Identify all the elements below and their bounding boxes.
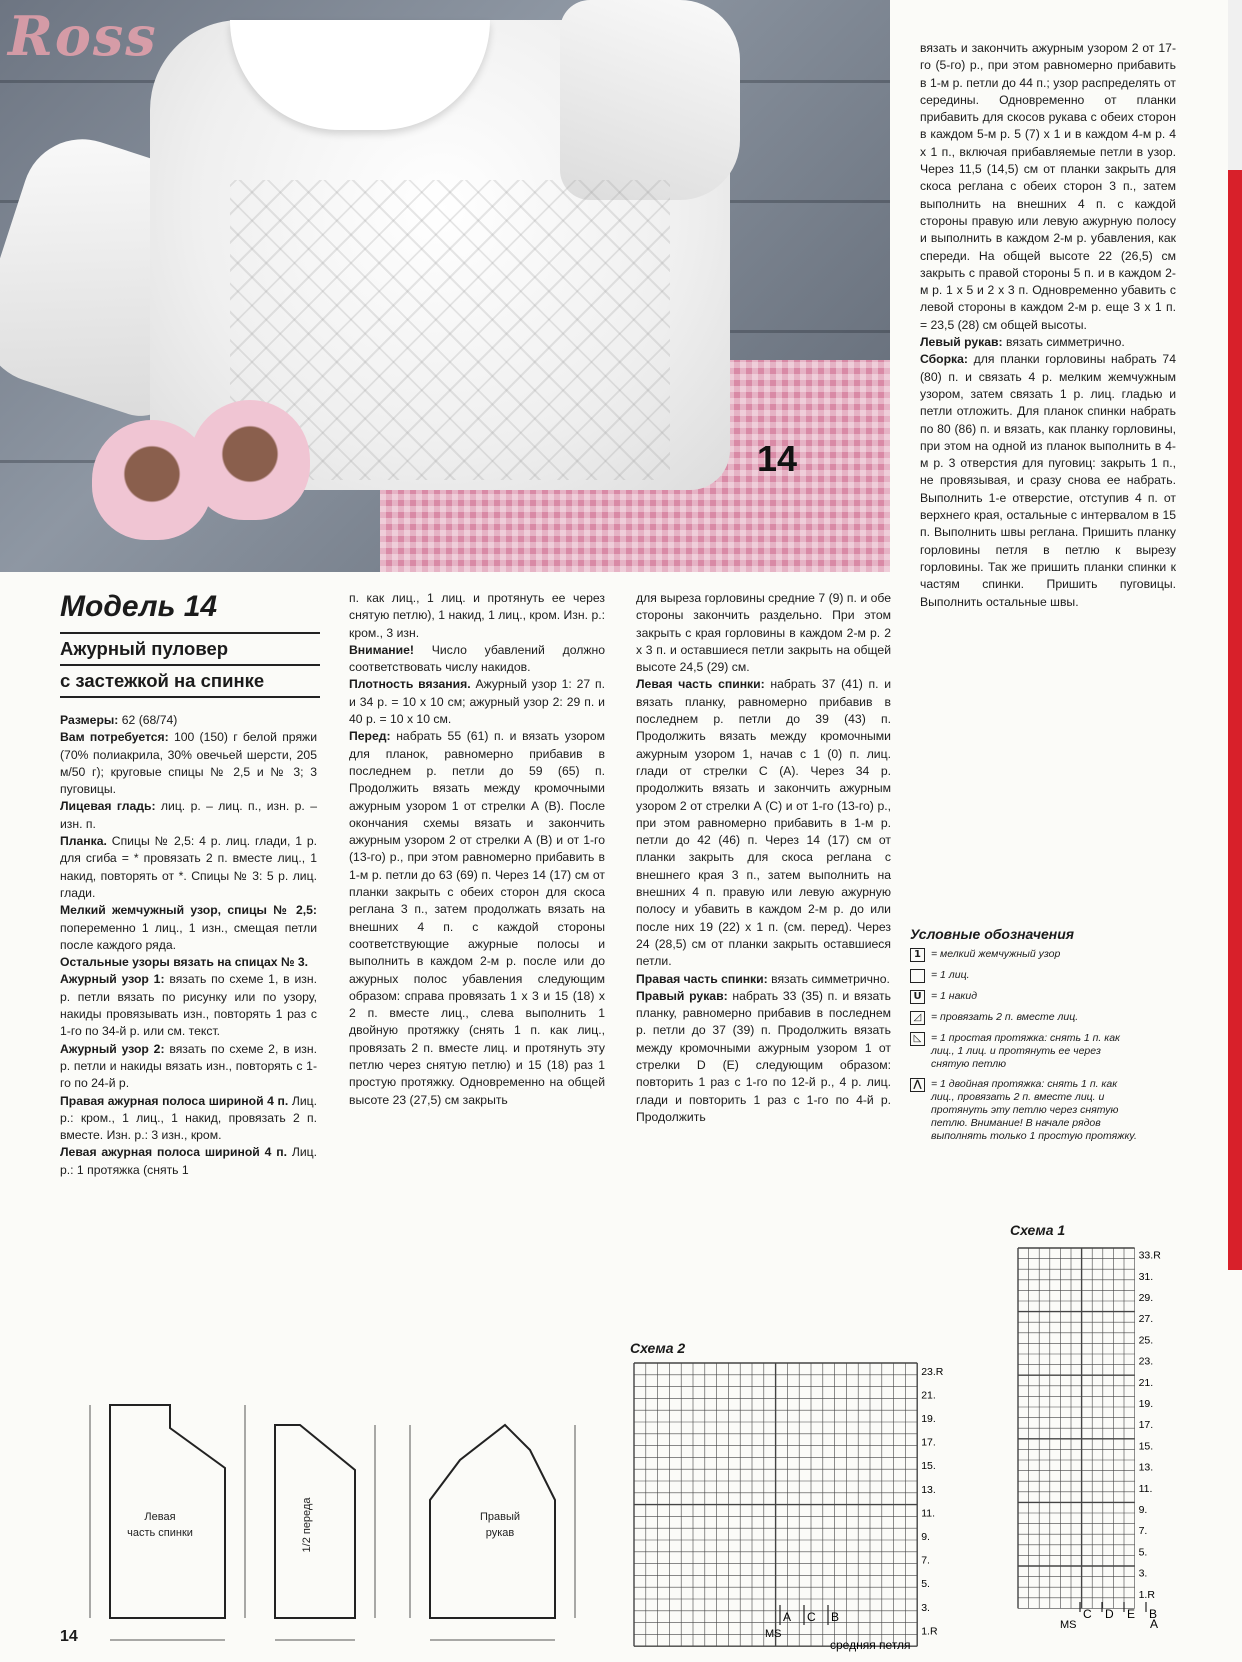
legend-text: = 1 лиц. — [931, 969, 970, 981]
legend-text: = 1 двойная протяжка: снять 1 п. как лиц., провязать 2 п. вместе лиц. и протянуть эту петлю через снятую петлю. Внимание! В начале рядов выполнять только 1 простую протяжку. — [931, 1078, 1137, 1142]
text-column-4 — [920, 40, 1176, 611]
pattern-sleeve-label-2: рукав — [485, 1527, 515, 1539]
row-label: 21. — [921, 1389, 936, 1402]
row-label: 33.R — [1138, 1249, 1161, 1262]
arrow-label: C — [1083, 1607, 1092, 1621]
col1-paragraph — [60, 971, 317, 1040]
row-label: 25. — [1138, 1334, 1154, 1347]
ms-label: MS — [765, 1628, 782, 1640]
row-label: 23. — [1138, 1355, 1154, 1368]
row-label: 23.R — [921, 1365, 944, 1378]
paragraph-heading: Вам потребуется: — [60, 730, 169, 745]
paragraph-text: для планки горловины набрать 74 (80) п. и связать 4 р. мелким жемчужным узором, затем связать 1 р. лиц. гладью и петли отложить. Для планок спинки набрать по 80 (86) п. и вязать, как планку горловины, при этом на одной из планок выполнить в 4-м р. 3 отверстия для пуговиц: закрыть 1 п., не провязывая, и сразу снова ее набрать. Выполнить 1-е отверстие, отступив 4 п. от верхнего края, остальные с интервалом в 15 п. Выполнить швы реглана. Пришить планку горловины петля в петлю к вырезу горловины. Так же пришить планки спинки к частям спинки. Пришить пуговицы. Выполнить остальные швы. — [920, 352, 1176, 609]
legend-title: Условные обозначения — [910, 926, 1075, 942]
model-subtitle — [60, 632, 320, 698]
paragraph-text: вязать по схеме 1, в изн. р. петли вязать по рисунку или по узору, накиды провязывать изн., повторять 1 раз с 1-го по 34-й р. или см. текст. — [60, 972, 317, 1039]
row-label: 21. — [1138, 1376, 1154, 1389]
col4-paragraph — [920, 40, 1176, 334]
arrow-label: C — [807, 1610, 816, 1624]
legend-item — [910, 1011, 1140, 1025]
pattern-sleeve-label-1: Правый — [479, 1511, 521, 1523]
row-label: 1.R — [921, 1625, 938, 1638]
paragraph-heading: Внимание! — [349, 642, 414, 657]
legend-symbol-icon: ◺ — [910, 1032, 925, 1046]
paragraph-text: Число убавлений должно соответствовать числу накидов. — [349, 642, 605, 675]
paragraph-heading: Левая ажурная полоса шириной 4 п. — [60, 1145, 287, 1160]
red-edge-bar — [1228, 170, 1242, 1270]
text-column-3 — [636, 590, 891, 1126]
baby-shoe-right — [190, 400, 310, 520]
row-label: 9. — [921, 1531, 930, 1543]
paragraph-text: Спицы № 2,5: 4 р. лиц. глади, 1 р. для сгиба = * провязать 2 п. вместе лиц., 1 накид, повторять от *. Спицы № 3: 5 р. лиц. глади. — [60, 834, 317, 900]
col2-paragraph — [349, 676, 605, 728]
paragraph-heading: Перед: — [349, 729, 391, 744]
row-label: 7. — [921, 1554, 930, 1567]
row-label: 29. — [1138, 1292, 1154, 1304]
row-label: 7. — [1138, 1525, 1148, 1538]
paragraph-text: Ажурный узор 1: 27 п. и 34 р. = 10 х 10 см; ажурный узор 2: 29 п. и 40 р. = 10 х 10 см. — [349, 677, 605, 727]
legend-symbol-icon: ◿ — [910, 1011, 925, 1025]
paragraph-text: 62 (68/74) — [118, 713, 178, 727]
ms-label: MS — [1060, 1619, 1077, 1631]
paragraph-heading: Правая ажурная полоса шириной 4 п. — [60, 1093, 289, 1108]
row-label: 15. — [921, 1460, 936, 1473]
row-label: 13. — [921, 1483, 936, 1496]
scheme-2 — [630, 1355, 1010, 1655]
row-label: 9. — [1138, 1504, 1148, 1516]
subtitle-line-2: с застежкой на спинке — [60, 664, 320, 698]
paragraph-heading: Размеры: — [60, 713, 119, 727]
row-label: 5. — [1138, 1546, 1148, 1559]
col2-paragraph — [349, 642, 605, 677]
pattern-back-label-1: Левая — [144, 1511, 176, 1523]
paragraph-text: вязать по схеме 2, в изн. р. петли и накиды вязать изн., повторять с 1-го по 24-й р. — [60, 1041, 317, 1091]
paragraph-heading: Лицевая гладь: — [60, 799, 156, 814]
row-label: 5. — [921, 1578, 930, 1591]
photo-number: 14 — [757, 438, 798, 479]
row-label: 11. — [921, 1507, 936, 1520]
legend-text: = провязать 2 п. вместе лиц. — [931, 1011, 1079, 1023]
col1-paragraph — [60, 833, 317, 902]
arrow-label-a: A — [1150, 1617, 1159, 1631]
legend-text: = 1 накид — [931, 990, 978, 1002]
row-label: 3. — [921, 1601, 930, 1614]
paragraph-text: набрать 55 (61) п. и вязать узором для планок, равномерно прибавив в последнем р. петли до 59 (65) п. Продолжить вязать между кромочными ажурным узором 1 от стрелки А (В). После окончания схемы вязать и закончить ажурным узором 2 от стрелки А (В) и от 1-го (13-го) р., при этом равномерно прибавить в 1-м р. петли до 63 (69) п. Через 14 (17) см от планки закрыть с обеих сторон для скоса реглана 3 п., затем продолжать вязать на внешних 4 п. с каждой стороны соответствующие ажурные полосы и выполнить в каждом 2-м р. после или до ажурных полос убавления следующим образом: справа провязать 1 х 3 и 15 (18) х 2 п. вместе лиц., слева выполнить 1 двойную протяжку (снять 1 п. как лиц., провязать 2 п. вместе лиц. и протянуть эту петлю через снятую петлю) и 15 (18) раз 1 простую протяжку. Одновременно на общей высоте 23 (27,5) см закрыть — [349, 729, 605, 1107]
col4-paragraph — [920, 334, 1176, 351]
legend-item — [910, 990, 1140, 1004]
paragraph-heading: Остальные узоры вязать на спицах № 3. — [60, 955, 309, 970]
sweater-sleeve-right — [560, 0, 740, 200]
row-label: 17. — [921, 1436, 936, 1449]
row-label: 15. — [1138, 1440, 1154, 1453]
paragraph-heading: Сборка: — [920, 352, 968, 367]
col1-paragraph — [60, 1144, 317, 1179]
paragraph-text: попеременно 1 лиц., 1 изн., смещая петли после каждого ряда. — [60, 920, 317, 952]
paragraph-heading: Плотность вязания. — [349, 677, 471, 692]
paragraph-heading: Ажурный узор 1: — [60, 972, 165, 987]
col1-paragraph — [60, 798, 317, 833]
row-label: 19. — [1138, 1398, 1154, 1410]
col1-paragraph — [60, 1093, 317, 1145]
arrow-label: D — [1105, 1607, 1114, 1621]
col2-paragraph — [349, 728, 605, 1109]
arrow-label: B — [831, 1610, 840, 1624]
paragraph-heading: Правая часть спинки: — [636, 971, 768, 986]
paragraph-text: вязать симметрично. — [1002, 335, 1125, 350]
row-label: 1.R — [1138, 1588, 1155, 1601]
text-column-1 — [60, 712, 317, 1179]
col3-paragraph — [636, 676, 891, 970]
pattern-drawings — [60, 1350, 600, 1640]
pattern-front — [275, 1425, 355, 1618]
paragraph-heading: Планка. — [60, 834, 107, 849]
legend-item — [910, 1078, 1140, 1143]
legend — [910, 926, 1140, 1150]
pattern-front-label: 1/2 переда — [301, 1497, 313, 1553]
row-label: 31. — [1138, 1270, 1154, 1283]
paragraph-text: вязать и закончить ажурным узором 2 от 17-го (5-го) р., при этом равномерно прибавить в 1-м р. петли до 44 п.; узор распределять от середины. Одновременно от планки прибавить для скосов рукава с обеих сторон в каждом 5-м р. 5 (7) х 1 и в каждом 4-м р. 4 х 1 п., включая прибавляемые петли в узор. Через 11,5 (14,5) см от планки закрыть для скоса реглана с обеих сторон 3 п., затем выполнить на внешних 4 п. с каждой стороны правую или левую ажурную полосу и выполнить в каждом 2-м р. убавления, как спереди. На общей высоте 22 (26,5) см закрыть с правой стороны 5 п. и в каждом 2-м р. 1 х 5 и 2 х 3 п. Одновременно убавить с левой стороны в каждом 2-м р. еще 3 х 1 п. = 23,5 (28) см общей высоты. — [920, 41, 1176, 332]
legend-symbol-icon — [910, 969, 925, 983]
subtitle-line-1: Ажурный пуловер — [60, 632, 320, 664]
paragraph-text: 100 (150) г белой пряжи (70% полиакрила, 30% овечьей шерсти, 205 м/50 г); круговые спицы № 2,5 и № 3; 3 пуговицы. — [60, 730, 318, 797]
legend-text: = мелкий жемчужный узор — [931, 948, 1061, 960]
row-label: 3. — [1138, 1567, 1148, 1580]
scheme-2-title: Схема 2 — [630, 1340, 686, 1356]
arrow-label: E — [1127, 1607, 1136, 1621]
legend-symbol-icon: ⋀ — [910, 1078, 925, 1092]
legend-symbol-icon: 1 — [910, 948, 925, 962]
scheme-1 — [1010, 1240, 1205, 1631]
pattern-back-label-2: часть спинки — [127, 1527, 193, 1539]
col4-paragraph — [920, 351, 1176, 610]
model-title: Модель 14 — [60, 590, 218, 623]
row-label: 13. — [1138, 1461, 1154, 1474]
col1-paragraph — [60, 729, 317, 798]
scheme-1-title: Схема 1 — [1010, 1222, 1066, 1238]
col3-paragraph — [636, 971, 891, 988]
paragraph-text: Лиц. р.: 1 протяжка (снять 1 — [60, 1145, 317, 1177]
paragraph-heading: Левая часть спинки: — [636, 677, 765, 692]
col3-paragraph — [636, 988, 891, 1126]
paragraph-text: п. как лиц., 1 лиц. и протянуть ее через снятую петлю), 1 накид, 1 лиц., кром. Изн. р.: кром., 3 изн. — [349, 591, 605, 640]
paragraph-text: Лиц. р.: кром., 1 лиц., 1 накид, провязать 2 п. вместе. Изн. р.: 3 изн., кром. — [60, 1093, 317, 1143]
paragraph-heading: Мелкий жемчужный узор, спицы № 2,5: — [60, 903, 317, 918]
col1-paragraph — [60, 954, 317, 971]
paragraph-text: набрать 33 (35) п. и вязать планку, равномерно прибавив в последнем р. петли до 37 (39) п. Продолжить вязать между кромочными ажурным узором 1 от стрелки D (E) следующим образом: повторить 1 раз с 1-го по 12-й р., 4 р. лиц. глади и повторить 1 раз с 1-го по 4-й р. Продолжить — [636, 988, 891, 1124]
row-label: 11. — [1138, 1482, 1153, 1495]
paragraph-text: вязать симметрично. — [767, 971, 890, 986]
middle-stitch-label: средняя петля — [830, 1638, 911, 1652]
arrow-label: A — [783, 1610, 792, 1624]
legend-item — [910, 1032, 1140, 1071]
arrow-label: B — [1149, 1607, 1158, 1621]
row-label: 19. — [921, 1413, 936, 1425]
col1-paragraph — [60, 1041, 317, 1093]
paragraph-text: для выреза горловины средние 7 (9) п. и обе стороны закончить раздельно. При этом закрыть с края горловины в каждом 2-м р. 2 х 3 п. и оставшиеся петли закрыть на общей высоте 24,5 (29) см. — [636, 591, 891, 675]
legend-item — [910, 948, 1140, 962]
paragraph-heading: Ажурный узор 2: — [60, 1041, 165, 1056]
col2-paragraph — [349, 590, 605, 642]
paragraph-heading: Левый рукав: — [920, 335, 1003, 350]
legend-item — [910, 969, 1140, 983]
col1-paragraph — [60, 712, 317, 729]
col1-paragraph — [60, 902, 317, 954]
row-label: 17. — [1138, 1419, 1154, 1432]
legend-text: = 1 простая протяжка: снять 1 п. как лиц., 1 лиц. и протянуть ее через снятую петлю — [931, 1032, 1121, 1070]
page-number: 14 — [60, 1628, 78, 1645]
product-photo — [0, 0, 890, 572]
paragraph-text: лиц. р. – лиц. п., изн. р. – изн. п. — [60, 799, 317, 831]
col3-paragraph — [636, 590, 891, 676]
row-label: 27. — [1138, 1313, 1154, 1326]
magazine-logo: Ross — [8, 4, 158, 68]
paragraph-text: набрать 37 (41) п. и вязать планку, равномерно прибавив в последнем р. петли до 39 (43) п. Продолжить вязать между кромочными ажурным узором 1, начав с 1 (0) п. лиц. глади от стрелки С (А). Через 34 р. продолжить вязать и закончить ажурным узором 2 от стрелки А (С) и от 1-го (13-го) р., при этом равномерно прибавить в 1-м р. петли до 42 (46) п. Через 14 (17) см от планки закрыть для скоса реглана с внешнего края 3 п., затем выполнить на внешних 4 п. правую или левую ажурную полосу и убавить в каждом 2-м р. до или после них 19 (22) х 1 п. (см. перед). Через 24 (28,5) см от планки закрыть оставшиеся петли. — [636, 677, 891, 969]
legend-symbol-icon: U — [910, 990, 925, 1004]
paragraph-heading: Правый рукав: — [636, 988, 728, 1003]
text-column-2 — [349, 590, 605, 1109]
